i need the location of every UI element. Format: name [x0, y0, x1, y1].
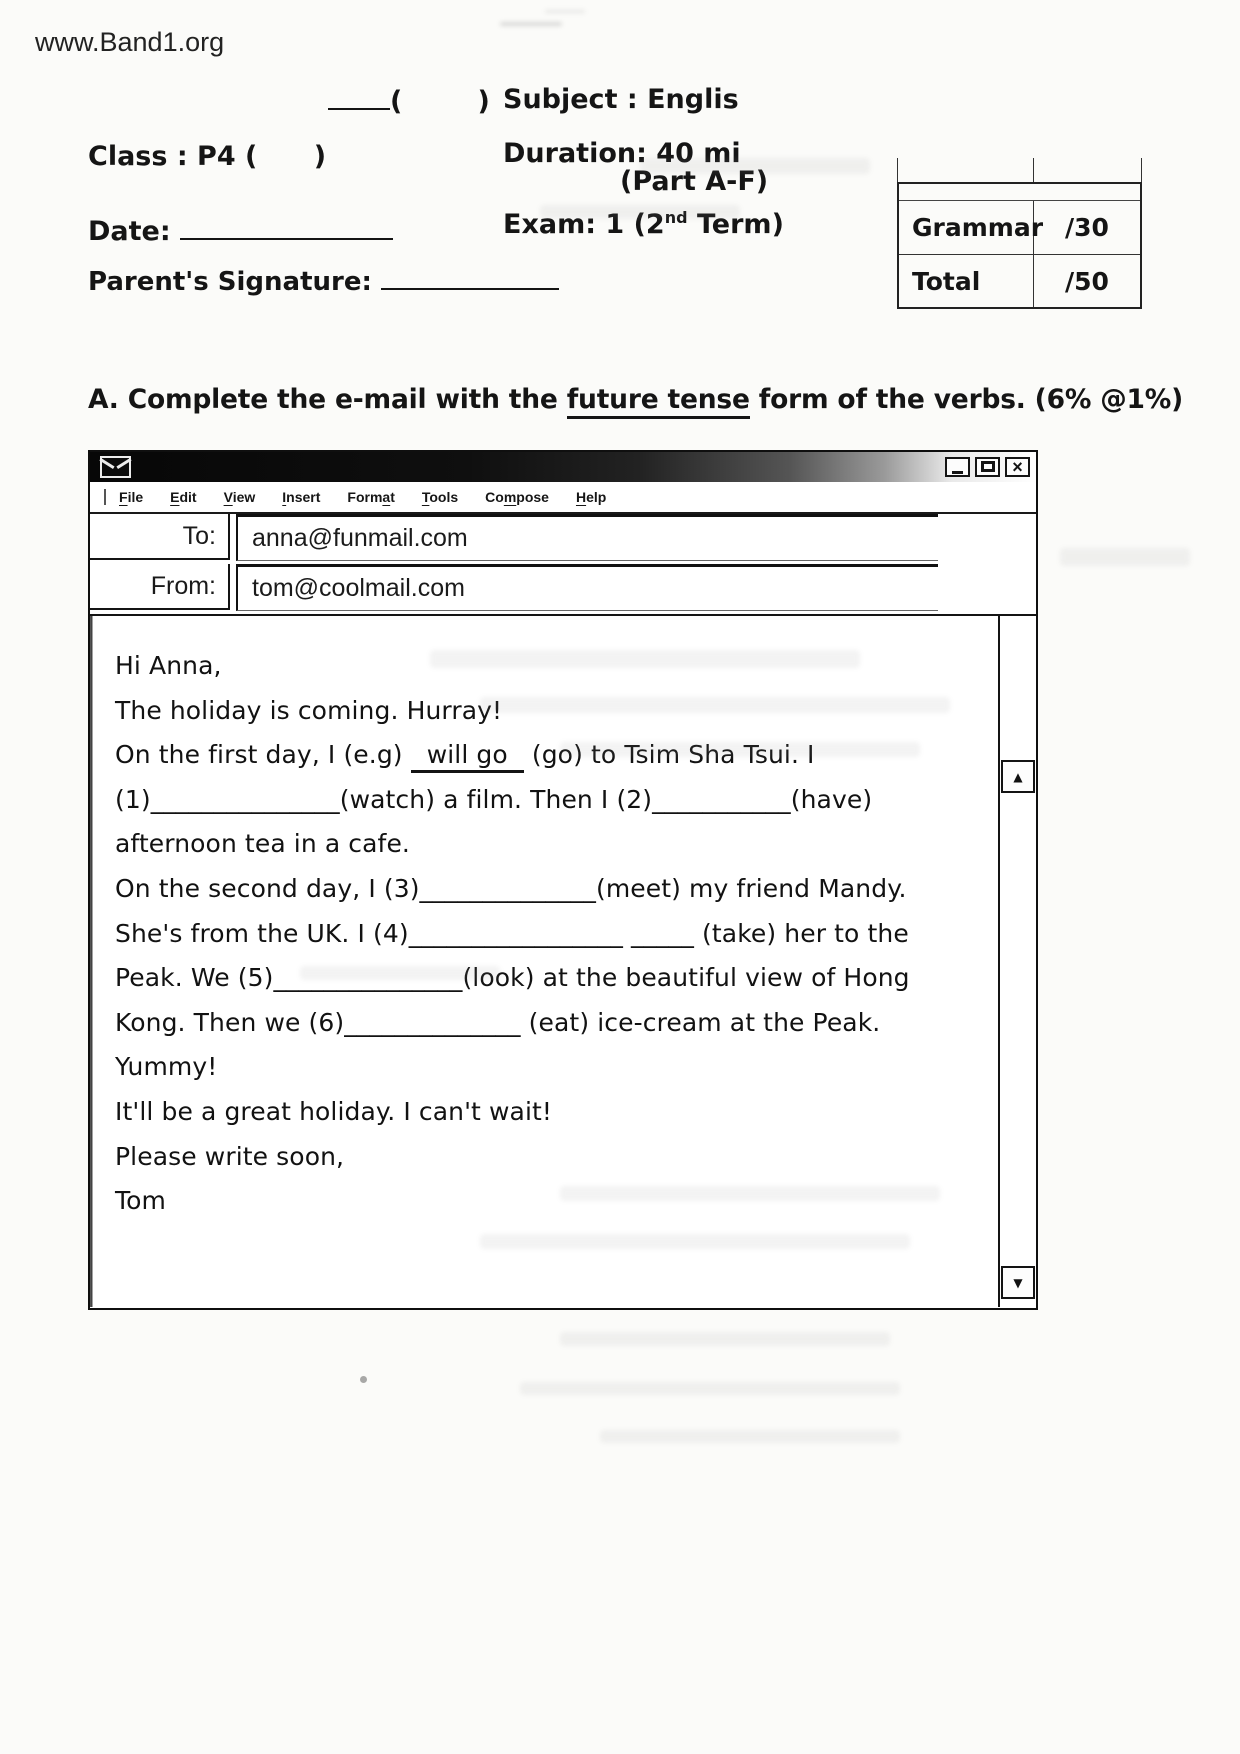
- to-button[interactable]: To:: [90, 514, 230, 560]
- section-a-text: A. Complete the e-mail with the: [88, 384, 567, 415]
- message-body-frame: [90, 616, 1000, 1307]
- scan-artifact: [560, 1186, 940, 1201]
- close-icon: ×: [1012, 456, 1023, 477]
- duration-part-label: (Part A-F): [620, 166, 769, 197]
- date-label: Date:: [88, 216, 171, 247]
- marks-table-stub-cell: [1034, 158, 1142, 182]
- from-row: [90, 564, 1036, 614]
- scroll-up-button[interactable]: [1001, 760, 1035, 793]
- menu-item-file[interactable]: File: [119, 489, 144, 505]
- body-line: (1)_______________(watch) a film. Then I (2)___________(have): [115, 784, 873, 814]
- scroll-down-icon: ▼: [1013, 1275, 1023, 1290]
- scan-artifact: [300, 966, 500, 980]
- menu-item-format[interactable]: Format: [347, 489, 395, 505]
- marks-row-value: /30: [1065, 213, 1109, 242]
- scan-artifact: [480, 1234, 910, 1249]
- window-controls: [945, 454, 1033, 479]
- marks-table: [897, 158, 1142, 309]
- minimize-button[interactable]: [945, 457, 970, 477]
- scan-artifact: [540, 205, 740, 219]
- date-line: [88, 214, 393, 247]
- scroll-down-button[interactable]: [1001, 1266, 1035, 1299]
- menu-bar-separator: [104, 489, 106, 505]
- body-line: Kong. Then we (6)______________ (eat) ice-cream at the Peak.: [115, 1007, 881, 1037]
- marks-table-spacer-row: [899, 184, 1140, 201]
- body-line: The holiday is coming. Hurray!: [115, 695, 503, 725]
- maximize-icon: [981, 461, 995, 472]
- menu-item-compose[interactable]: Compose: [485, 489, 549, 505]
- section-a-heading: [88, 384, 1183, 415]
- section-a-underlined-term: future tense: [567, 384, 750, 419]
- exam-ordinal-sup: nd: [664, 208, 688, 227]
- scan-artifact: [560, 1332, 890, 1346]
- to-input[interactable]: anna@funmail.com: [236, 514, 938, 561]
- body-line: Hi Anna,: [115, 651, 222, 680]
- message-body-area[interactable]: [90, 614, 1036, 1307]
- section-a-text-tail: form of the verbs. (6% @1%): [749, 384, 1184, 415]
- example-answer: will go: [411, 740, 524, 773]
- scan-artifact: [520, 1382, 900, 1395]
- from-button[interactable]: From:: [90, 564, 230, 610]
- marks-row-label: Total: [899, 255, 1034, 307]
- duration-label: Duration: 40 mi: [503, 138, 741, 169]
- subject-label: Subject : Englis: [503, 84, 739, 115]
- signature-blank-line: [381, 264, 559, 290]
- body-line: Tom: [115, 1186, 166, 1216]
- name-blank-line: [328, 84, 390, 110]
- envelope-icon: [100, 456, 131, 478]
- body-line: Please write soon,: [115, 1141, 345, 1171]
- scan-artifact: [560, 742, 920, 757]
- menu-item-tools[interactable]: Tools: [421, 489, 459, 505]
- date-blank-line: [180, 214, 393, 240]
- marks-table-stub-cell: [897, 158, 1034, 182]
- class-number-parens: ( ): [390, 86, 490, 117]
- body-line: afternoon tea in a cafe.: [115, 829, 410, 859]
- parent-signature-label: Parent's Signature:: [88, 267, 372, 297]
- body-line: It'll be a great holiday. I can't wait!: [115, 1096, 553, 1126]
- scan-artifact: [1060, 548, 1190, 566]
- maximize-button[interactable]: [975, 457, 1000, 477]
- table-row: [899, 201, 1140, 254]
- scroll-up-icon: ▲: [1013, 769, 1023, 784]
- to-row: [90, 514, 1036, 564]
- exam-text-tail: Term): [687, 209, 784, 240]
- marks-table-stub-row: [897, 158, 1142, 182]
- menu-item-help[interactable]: Help: [575, 489, 607, 505]
- body-line: Yummy!: [115, 1052, 218, 1082]
- body-line: On the second day, I (3)______________(meet) my friend Mandy.: [115, 873, 907, 903]
- window-titlebar[interactable]: [90, 452, 1036, 482]
- watermark-url: www.Band1.org: [35, 27, 225, 57]
- close-button[interactable]: [1005, 457, 1030, 477]
- scan-artifact: [430, 650, 860, 668]
- menu-bar: [90, 482, 1036, 514]
- from-input[interactable]: tom@coolmail.com: [236, 564, 938, 611]
- scan-artifact: [500, 22, 562, 26]
- exam-text: Exam: 1 (2: [503, 209, 665, 240]
- scan-artifact: [545, 10, 585, 13]
- marks-table-grid: [897, 182, 1142, 309]
- scan-artifact: [640, 158, 870, 174]
- email-compose-window: [88, 450, 1038, 1310]
- body-line: Peak. We (5)_______________(look) at the beautiful view of Hong: [115, 963, 910, 993]
- message-body-text: [115, 644, 978, 1224]
- menu-item-view[interactable]: View: [223, 489, 256, 505]
- scan-artifact-dot: [360, 1376, 367, 1383]
- scan-artifact: [600, 1430, 900, 1443]
- table-row: [899, 254, 1140, 307]
- parent-signature-line: [88, 264, 559, 297]
- body-line-example: On the first day, I (e.g) will go (go) to Tsim Sha Tsui. I: [115, 733, 978, 778]
- student-name-line: [328, 84, 490, 117]
- minimize-icon: [952, 471, 963, 474]
- marks-row-value: /50: [1065, 266, 1109, 296]
- menu-item-edit[interactable]: Edit: [170, 489, 197, 505]
- marks-row-label: Grammar: [899, 201, 1034, 254]
- menu-item-insert[interactable]: Insert: [282, 489, 321, 505]
- class-label: Class : P4 ( ): [88, 141, 327, 172]
- scan-artifact: [480, 697, 950, 713]
- body-line: She's from the UK. I (4)_________________ _____ (take) her to the: [115, 918, 909, 948]
